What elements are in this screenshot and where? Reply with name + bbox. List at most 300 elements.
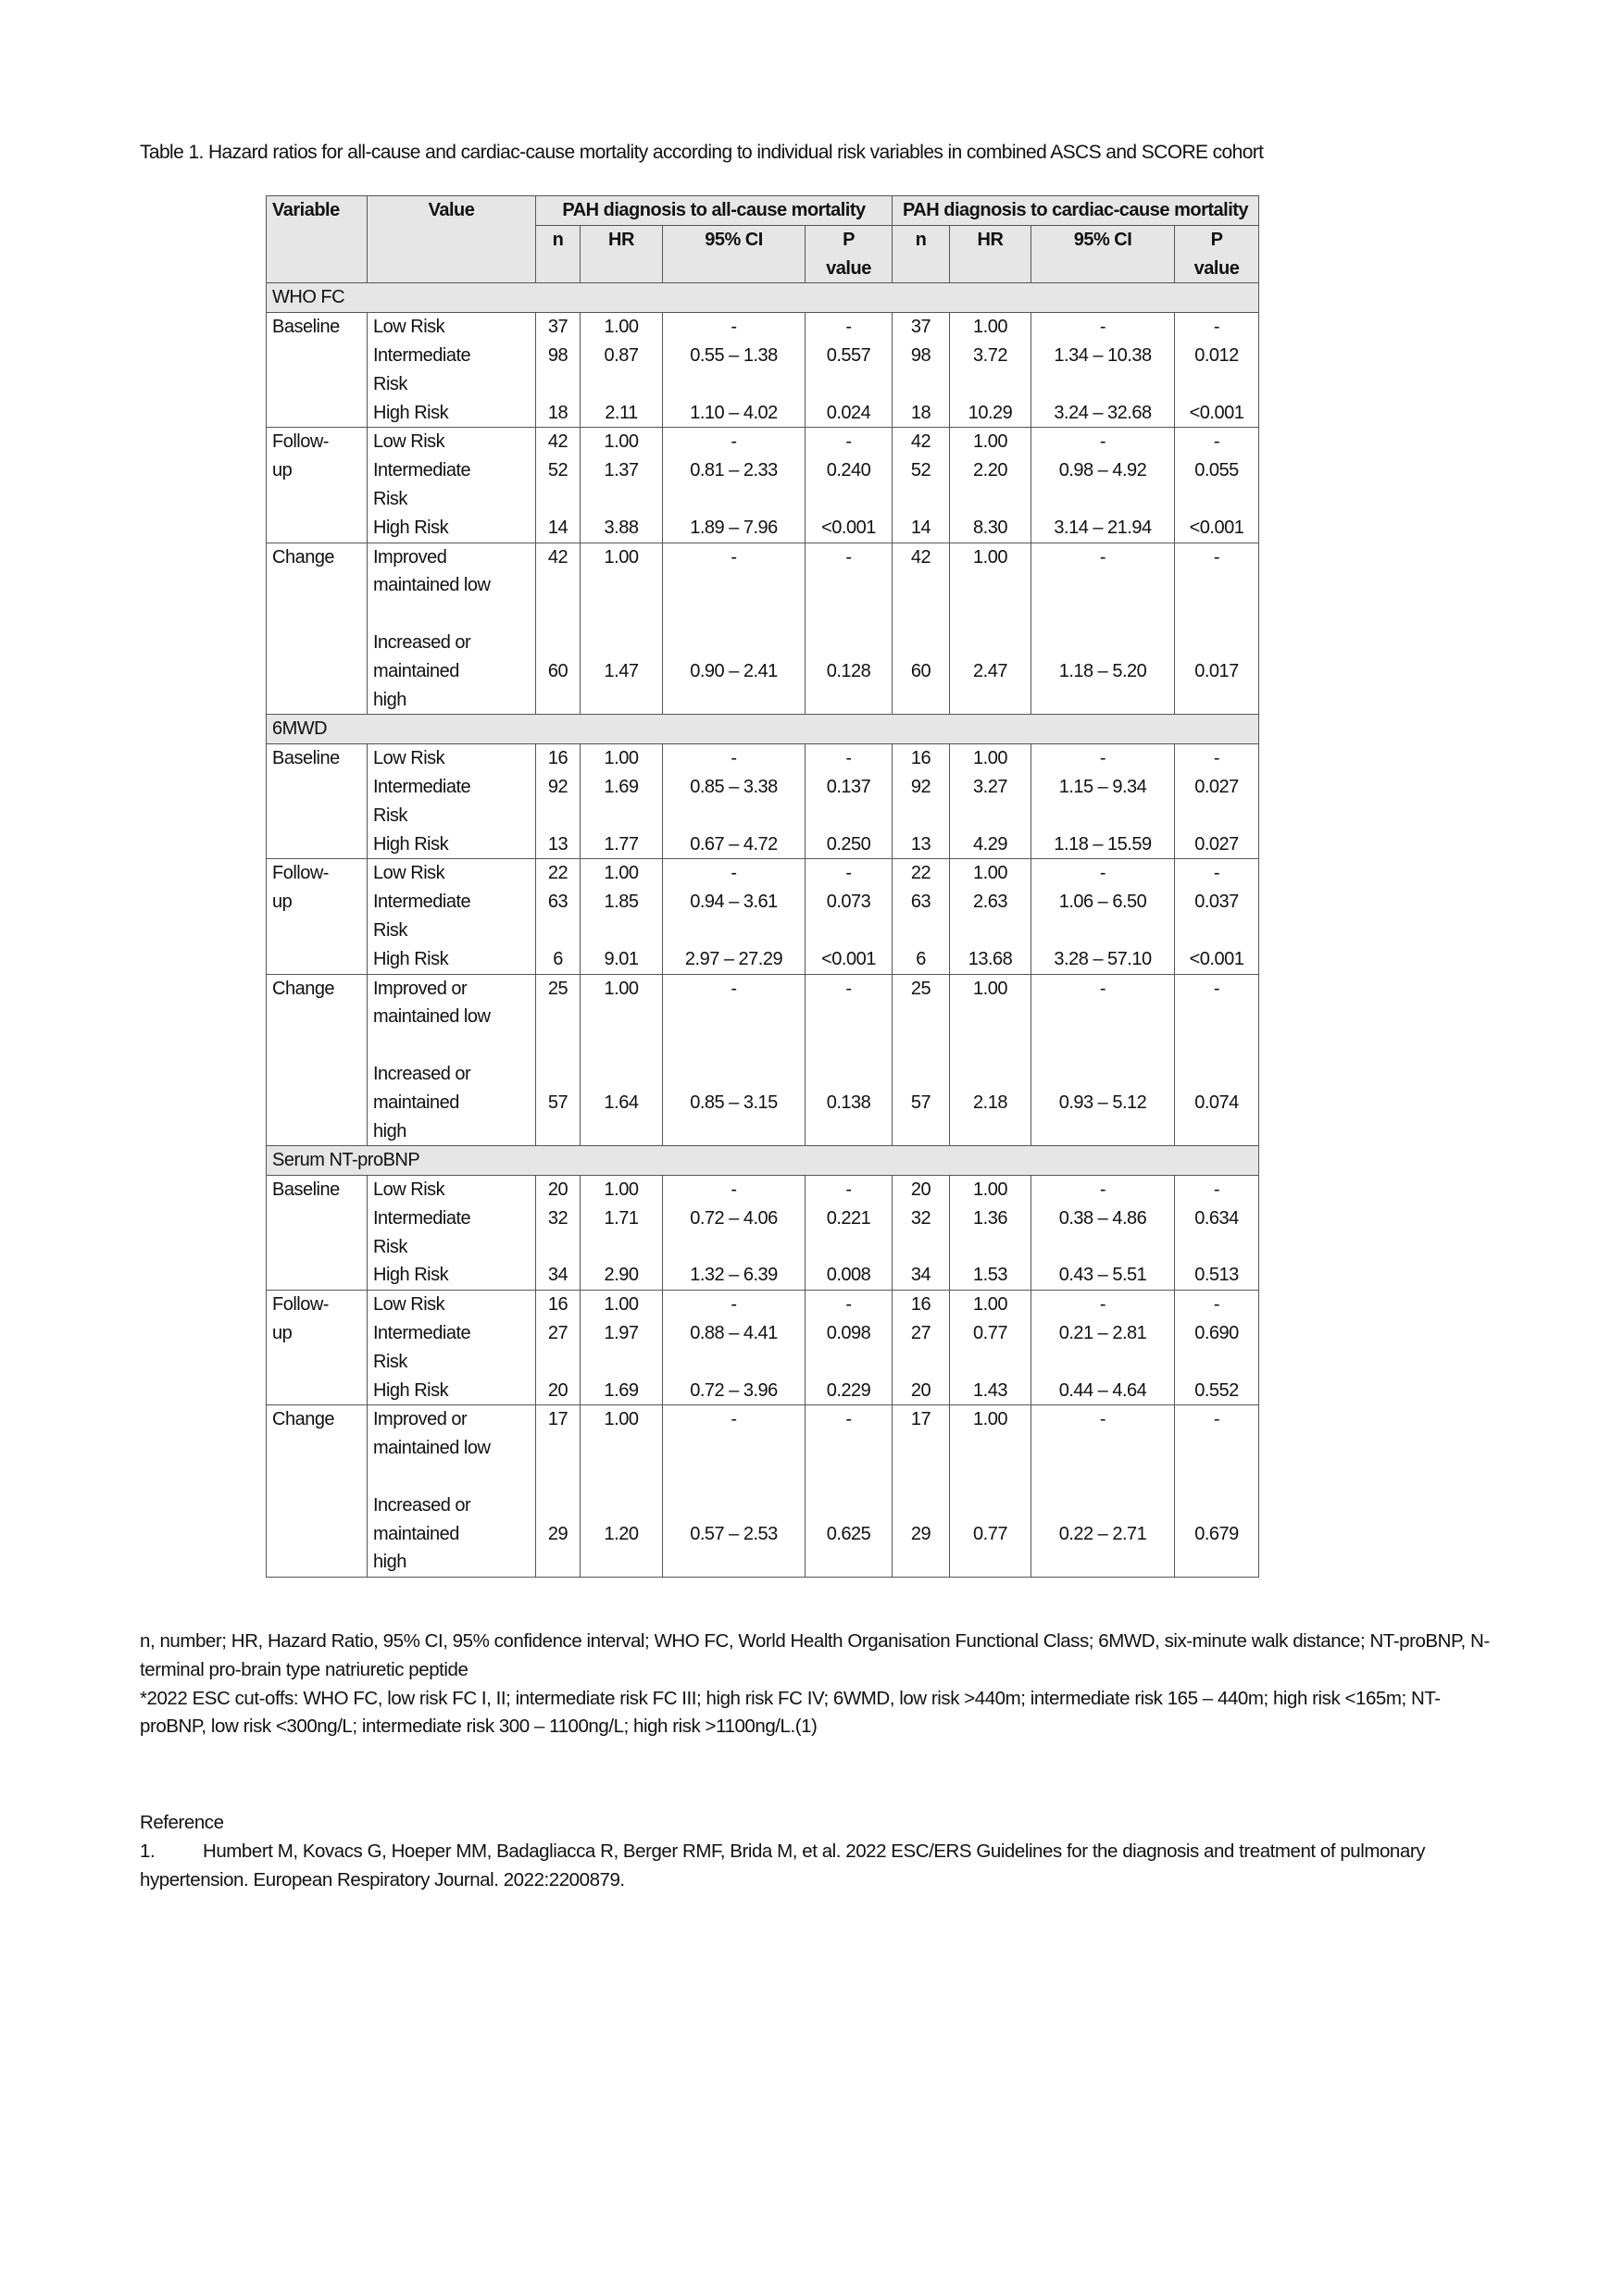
spacer: [1037, 629, 1168, 657]
hr-cell-cardiac: [950, 313, 1031, 428]
cell-value: -: [731, 431, 737, 453]
hr-cell-all-cause: [581, 1176, 663, 1291]
cell-value: 1.00: [973, 863, 1007, 884]
risk-category-label: high: [373, 1120, 406, 1142]
timepoint-text: [272, 859, 356, 917]
cell-value: 1.53: [973, 1265, 1007, 1286]
section-label: Serum NT-proBNP: [267, 1146, 1259, 1176]
cell-value: 1.43: [973, 1379, 1007, 1401]
spacer: [1181, 1031, 1253, 1060]
spacer: [1181, 1003, 1253, 1031]
spacer: [1037, 370, 1168, 399]
spacer: [586, 1233, 656, 1262]
reference-item: [140, 1837, 1492, 1894]
table-row: [267, 744, 1259, 859]
spacer: [898, 1003, 943, 1031]
spacer: [1181, 370, 1253, 399]
spacer: [811, 629, 886, 657]
cell-value: 0.128: [826, 660, 871, 681]
table-header: [267, 196, 1259, 283]
cell-value: -: [731, 546, 737, 568]
timepoint-text: Change: [272, 1409, 335, 1430]
cell-value: -: [1099, 317, 1106, 338]
hr-cell-cardiac: [950, 543, 1031, 715]
cell-value: -: [845, 863, 852, 884]
ci-cell-cardiac: [1031, 428, 1175, 543]
risk-category-cell: [368, 313, 536, 428]
spacer: [542, 686, 574, 715]
cell-value: 25: [910, 978, 931, 999]
cell-value: 32: [547, 1207, 568, 1229]
cell-value: 0.690: [1194, 1323, 1239, 1344]
cell-value: 0.57 – 2.53: [690, 1523, 778, 1544]
cell-value: 63: [547, 892, 568, 913]
cell-value: -: [1099, 431, 1106, 453]
n-cell-all-cause: [536, 313, 581, 428]
ci-cell-cardiac: [1031, 313, 1175, 428]
spacer: [956, 1003, 1025, 1031]
risk-category-label: Intermediate: [373, 460, 471, 481]
spacer: [668, 571, 799, 600]
cell-value: 57: [910, 1092, 931, 1113]
p-value-cell-cardiac: [1175, 543, 1259, 715]
cell-value: 0.027: [1194, 833, 1239, 855]
cell-value: -: [845, 978, 852, 999]
spacer: [542, 1117, 574, 1146]
risk-category-label: Increased or: [373, 1494, 471, 1516]
cell-value: 16: [910, 748, 931, 769]
spacer: [542, 1233, 574, 1262]
ci-cell-cardiac: [1031, 1176, 1175, 1291]
cell-value: -: [845, 1294, 852, 1316]
spacer: [956, 1031, 1025, 1060]
risk-category-cell: [368, 1291, 536, 1405]
cell-value: 1.89 – 7.96: [690, 517, 778, 538]
timepoint-text-line: Follow-: [272, 863, 329, 884]
spacer: [1181, 1491, 1253, 1520]
p-value-cell-all-cause: [806, 744, 893, 859]
spacer: [542, 600, 574, 629]
cell-value: 92: [910, 776, 931, 797]
risk-category-label: maintained low: [373, 1006, 491, 1028]
n-cell-cardiac: [893, 1291, 950, 1405]
risk-category-cell: [368, 428, 536, 543]
header-hr: HR: [581, 225, 663, 283]
ci-cell-cardiac: [1031, 859, 1175, 974]
spacer: [586, 1031, 656, 1060]
risk-category-label: high: [373, 1552, 406, 1573]
spacer: [668, 485, 799, 514]
spacer: [542, 629, 574, 657]
references-heading: Reference: [140, 1812, 224, 1833]
p-value-cell-cardiac: [1175, 859, 1259, 974]
spacer: [1037, 571, 1168, 600]
spacer: [1037, 1031, 1168, 1060]
cell-value: 0.024: [826, 402, 871, 423]
header-n: n: [893, 225, 950, 283]
cell-value: -: [845, 317, 852, 338]
cell-value: 27: [547, 1323, 568, 1344]
cell-value: -: [1099, 1294, 1106, 1316]
cell-value: -: [845, 546, 852, 568]
reference-number: 1.: [140, 1841, 156, 1862]
cell-value: 0.85 – 3.15: [690, 1092, 778, 1113]
cell-value: 1.20: [604, 1523, 639, 1544]
cell-value: 0.72 – 4.06: [690, 1207, 778, 1229]
cell-value: 98: [910, 344, 931, 366]
risk-category-cell: [368, 974, 536, 1146]
risk-category-label: high: [373, 689, 406, 710]
cell-value: 0.81 – 2.33: [690, 460, 778, 481]
cell-value: 1.10 – 4.02: [690, 402, 778, 423]
cell-value: 0.557: [826, 344, 871, 366]
timepoint-text: [272, 1291, 356, 1348]
spacer: [1037, 1548, 1168, 1577]
spacer: [898, 802, 943, 830]
cell-value: 1.85: [604, 892, 639, 913]
spacer: [898, 917, 943, 945]
spacer: [811, 1031, 886, 1060]
spacer: [668, 1348, 799, 1377]
cell-value: 1.06 – 6.50: [1058, 892, 1147, 913]
spacer: [1037, 1463, 1168, 1491]
cell-value: 60: [547, 660, 568, 681]
risk-category-label: maintained low: [373, 1438, 491, 1459]
spacer: [811, 571, 886, 600]
cell-value: 13: [910, 833, 931, 855]
cell-value: 6: [916, 948, 926, 969]
header-p-value: [1175, 225, 1259, 283]
n-cell-cardiac: [893, 859, 950, 974]
cell-value: 1.00: [604, 431, 639, 453]
spacer: [1037, 485, 1168, 514]
cell-value: 0.77: [973, 1523, 1007, 1544]
cell-value: 0.88 – 4.41: [690, 1323, 778, 1344]
ci-cell-cardiac: [1031, 543, 1175, 715]
n-cell-all-cause: [536, 1405, 581, 1578]
header-hr: HR: [950, 225, 1031, 283]
p-value-cell-all-cause: [806, 313, 893, 428]
spacer: [586, 600, 656, 629]
cell-value: <0.001: [1189, 517, 1244, 538]
cell-value: 1.36: [973, 1207, 1007, 1229]
section-row: [267, 1146, 1259, 1176]
risk-category-label: Intermediate: [373, 344, 471, 366]
cell-value: -: [845, 431, 852, 453]
ci-cell-cardiac: [1031, 744, 1175, 859]
n-cell-all-cause: [536, 859, 581, 974]
header-variable: Variable: [267, 196, 368, 283]
cell-value: -: [731, 1179, 737, 1201]
spacer: [1181, 629, 1253, 657]
cell-value: 1.37: [604, 460, 639, 481]
p-value-cell-cardiac: [1175, 1291, 1259, 1405]
cell-value: 0.44 – 4.64: [1058, 1379, 1147, 1401]
spacer: [811, 1348, 886, 1377]
risk-category-label: maintained low: [373, 575, 491, 596]
spacer: [898, 370, 943, 399]
spacer: [373, 600, 530, 629]
spacer: [898, 1117, 943, 1146]
spacer: [542, 917, 574, 945]
cell-value: 2.11: [605, 402, 638, 423]
cell-value: 2.20: [973, 460, 1007, 481]
risk-category-label: Low Risk: [373, 1294, 445, 1316]
cell-value: 0.38 – 4.86: [1058, 1207, 1147, 1229]
spacer: [898, 629, 943, 657]
section-row: [267, 283, 1259, 313]
ci-cell-all-cause: [663, 1176, 806, 1291]
spacer: [586, 1003, 656, 1031]
spacer: [956, 1491, 1025, 1520]
cell-value: 37: [910, 317, 931, 338]
cell-value: 1.00: [604, 863, 639, 884]
header-p-value-text: P value: [826, 229, 871, 279]
cell-value: 13: [547, 833, 568, 855]
cell-value: 20: [910, 1179, 931, 1201]
risk-category-label: Risk: [373, 805, 407, 826]
cell-value: 0.221: [826, 1207, 871, 1229]
table-footnotes: [140, 1628, 1492, 1741]
risk-category-label: Intermediate: [373, 1207, 471, 1229]
spacer: [668, 1434, 799, 1463]
risk-category-cell: [368, 859, 536, 974]
spacer: [586, 629, 656, 657]
references: [140, 1808, 1492, 1894]
timepoint-label: [267, 1291, 368, 1405]
cell-value: 0.679: [1194, 1523, 1239, 1544]
spacer: [898, 1548, 943, 1577]
risk-category-label: maintained: [373, 1092, 459, 1113]
spacer: [542, 1491, 574, 1520]
cell-value: 6: [553, 948, 563, 969]
cell-value: 52: [910, 460, 931, 481]
cell-value: 1.69: [604, 776, 639, 797]
n-cell-all-cause: [536, 974, 581, 1146]
cell-value: 0.94 – 3.61: [690, 892, 778, 913]
timepoint-label: [267, 428, 368, 543]
hr-cell-all-cause: [581, 313, 663, 428]
cell-value: -: [731, 1409, 737, 1430]
cell-value: 3.14 – 21.94: [1054, 517, 1152, 538]
cell-value: <0.001: [821, 948, 876, 969]
timepoint-label: [267, 313, 368, 428]
cell-value: 25: [547, 978, 568, 999]
spacer: [956, 1348, 1025, 1377]
cell-value: 3.88: [604, 517, 639, 538]
header-ci: 95% CI: [663, 225, 806, 283]
spacer: [586, 802, 656, 830]
cell-value: 0.250: [826, 833, 871, 855]
cell-value: 32: [910, 1207, 931, 1229]
spacer: [811, 370, 886, 399]
n-cell-cardiac: [893, 1176, 950, 1291]
timepoint-text: Baseline: [272, 748, 340, 769]
table-row: [267, 543, 1259, 715]
cell-value: 0.93 – 5.12: [1058, 1092, 1147, 1113]
cell-value: 0.229: [826, 1379, 871, 1401]
ci-cell-all-cause: [663, 744, 806, 859]
timepoint-label: [267, 1176, 368, 1291]
cell-value: 1.00: [973, 546, 1007, 568]
spacer: [1181, 686, 1253, 715]
risk-category-label: Intermediate: [373, 892, 471, 913]
abbreviations-note: n, number; HR, Hazard Ratio, 95% CI, 95% confidence interval; WHO FC, World Health Organisation Functional Class; 6MWD, six-minute walk distance; NT-proBNP, N-terminal pro-brain type natriuretic peptide: [140, 1630, 1490, 1680]
cell-value: -: [731, 1294, 737, 1316]
n-cell-cardiac: [893, 1405, 950, 1578]
timepoint-text: Change: [272, 978, 335, 999]
spacer: [898, 1348, 943, 1377]
spacer: [811, 917, 886, 945]
cell-value: 52: [547, 460, 568, 481]
cell-value: 1.18 – 15.59: [1054, 833, 1152, 855]
table-row: [267, 1291, 1259, 1405]
cell-value: 1.00: [973, 431, 1007, 453]
spacer: [811, 1003, 886, 1031]
header-cardiac-cause-mortality: PAH diagnosis to cardiac-cause mortality: [893, 196, 1259, 226]
cell-value: 14: [547, 517, 568, 538]
timepoint-label: [267, 1405, 368, 1578]
cell-value: 0.55 – 1.38: [690, 344, 778, 366]
spacer: [898, 1060, 943, 1089]
ci-cell-all-cause: [663, 859, 806, 974]
cell-value: 0.43 – 5.51: [1058, 1265, 1147, 1286]
spacer: [373, 1463, 530, 1491]
risk-category-cell: [368, 1405, 536, 1578]
spacer: [1181, 571, 1253, 600]
risk-category-label: Intermediate: [373, 1323, 471, 1344]
cell-value: 1.00: [604, 546, 639, 568]
spacer: [542, 1434, 574, 1463]
risk-category-label: High Risk: [373, 1265, 449, 1286]
n-cell-cardiac: [893, 974, 950, 1146]
hr-cell-all-cause: [581, 744, 663, 859]
cell-value: -: [1213, 1179, 1220, 1201]
cell-value: 1.97: [604, 1323, 639, 1344]
cell-value: -: [1099, 1409, 1106, 1430]
spacer: [811, 802, 886, 830]
header-p-value-text: P value: [1193, 229, 1240, 279]
cell-value: 29: [547, 1523, 568, 1544]
spacer: [811, 600, 886, 629]
cell-value: 1.18 – 5.20: [1058, 660, 1147, 681]
spacer: [1181, 1463, 1253, 1491]
spacer: [956, 629, 1025, 657]
p-value-cell-cardiac: [1175, 974, 1259, 1146]
cell-value: 2.63: [973, 892, 1007, 913]
cell-value: 42: [547, 546, 568, 568]
cell-value: 3.72: [973, 344, 1007, 366]
section-label: 6MWD: [267, 715, 1259, 744]
cell-value: 13.68: [968, 948, 1013, 969]
cutoffs-note: *2022 ESC cut-offs: WHO FC, low risk FC I, II; intermediate risk FC III; high risk FC IV; 6WMD, low risk >440m; intermediate risk 165 – 440m; high risk <165m; NT-proBNP, low risk <300ng/L; intermediate risk 300 – 1100ng/L; high risk >1100ng/L.(1): [140, 1687, 1441, 1738]
header-n: n: [536, 225, 581, 283]
cell-value: 0.67 – 4.72: [690, 833, 778, 855]
risk-category-label: maintained: [373, 660, 459, 681]
cell-value: 0.22 – 2.71: [1058, 1523, 1147, 1544]
spacer: [1037, 1348, 1168, 1377]
header-p-value: [806, 225, 893, 283]
risk-category-label: Increased or: [373, 1063, 471, 1084]
timepoint-text-line: up: [272, 892, 293, 913]
table-row: [267, 859, 1259, 974]
cell-value: 42: [910, 546, 931, 568]
reference-text: Humbert M, Kovacs G, Hoeper MM, Badagliacca R, Berger RMF, Brida M, et al. 2022 ESC/ERS Guidelines for the diagnosis and treatment of pulmonary hypertension. European Respiratory Journal. 2022:2200879.: [140, 1841, 1426, 1890]
cell-value: 1.00: [973, 1179, 1007, 1201]
risk-category-label: Risk: [373, 1236, 407, 1257]
spacer: [586, 1548, 656, 1577]
risk-category-label: Low Risk: [373, 748, 445, 769]
cell-value: 3.28 – 57.10: [1054, 948, 1152, 969]
table-caption: Table 1. Hazard ratios for all-cause and cardiac-cause mortality according to individual risk variables in combined ASCS and SCORE cohort: [140, 142, 1264, 163]
cell-value: 1.00: [973, 1409, 1007, 1430]
spacer: [1181, 1117, 1253, 1146]
spacer: [668, 1117, 799, 1146]
risk-category-label: High Risk: [373, 402, 449, 423]
n-cell-cardiac: [893, 744, 950, 859]
cell-value: 98: [547, 344, 568, 366]
cell-value: -: [1213, 863, 1220, 884]
header-ci: 95% CI: [1031, 225, 1175, 283]
spacer: [542, 571, 574, 600]
p-value-cell-cardiac: [1175, 1176, 1259, 1291]
risk-category-label: Intermediate: [373, 776, 471, 797]
ci-cell-all-cause: [663, 974, 806, 1146]
hr-cell-cardiac: [950, 1405, 1031, 1578]
cell-value: 0.513: [1194, 1265, 1239, 1286]
spacer: [898, 600, 943, 629]
timepoint-label: [267, 974, 368, 1146]
cell-value: 0.008: [826, 1265, 871, 1286]
spacer: [586, 1117, 656, 1146]
cell-value: 1.00: [604, 1409, 639, 1430]
n-cell-all-cause: [536, 744, 581, 859]
cell-value: 0.90 – 2.41: [690, 660, 778, 681]
cell-value: 2.90: [604, 1265, 639, 1286]
risk-category-label: Risk: [373, 488, 407, 509]
hr-cell-cardiac: [950, 744, 1031, 859]
p-value-cell-all-cause: [806, 974, 893, 1146]
cell-value: 1.69: [604, 1379, 639, 1401]
spacer: [811, 1548, 886, 1577]
spacer: [586, 1434, 656, 1463]
spacer: [586, 571, 656, 600]
hr-cell-cardiac: [950, 428, 1031, 543]
spacer: [898, 686, 943, 715]
cell-value: 42: [547, 431, 568, 453]
spacer: [668, 686, 799, 715]
ci-cell-cardiac: [1031, 1291, 1175, 1405]
cell-value: 1.64: [604, 1092, 639, 1113]
cell-value: -: [1099, 863, 1106, 884]
spacer: [898, 1434, 943, 1463]
cell-value: 34: [910, 1265, 931, 1286]
table-row: [267, 1176, 1259, 1291]
spacer: [542, 1463, 574, 1491]
cell-value: 27: [910, 1323, 931, 1344]
risk-category-label: Risk: [373, 1351, 407, 1372]
spacer: [542, 370, 574, 399]
cell-value: 1.47: [604, 660, 639, 681]
timepoint-text-line: up: [272, 1323, 293, 1344]
spacer: [811, 485, 886, 514]
spacer: [542, 1348, 574, 1377]
hr-cell-all-cause: [581, 428, 663, 543]
p-value-cell-all-cause: [806, 1291, 893, 1405]
risk-category-label: maintained: [373, 1523, 459, 1544]
cell-value: <0.001: [1189, 402, 1244, 423]
spacer: [668, 802, 799, 830]
